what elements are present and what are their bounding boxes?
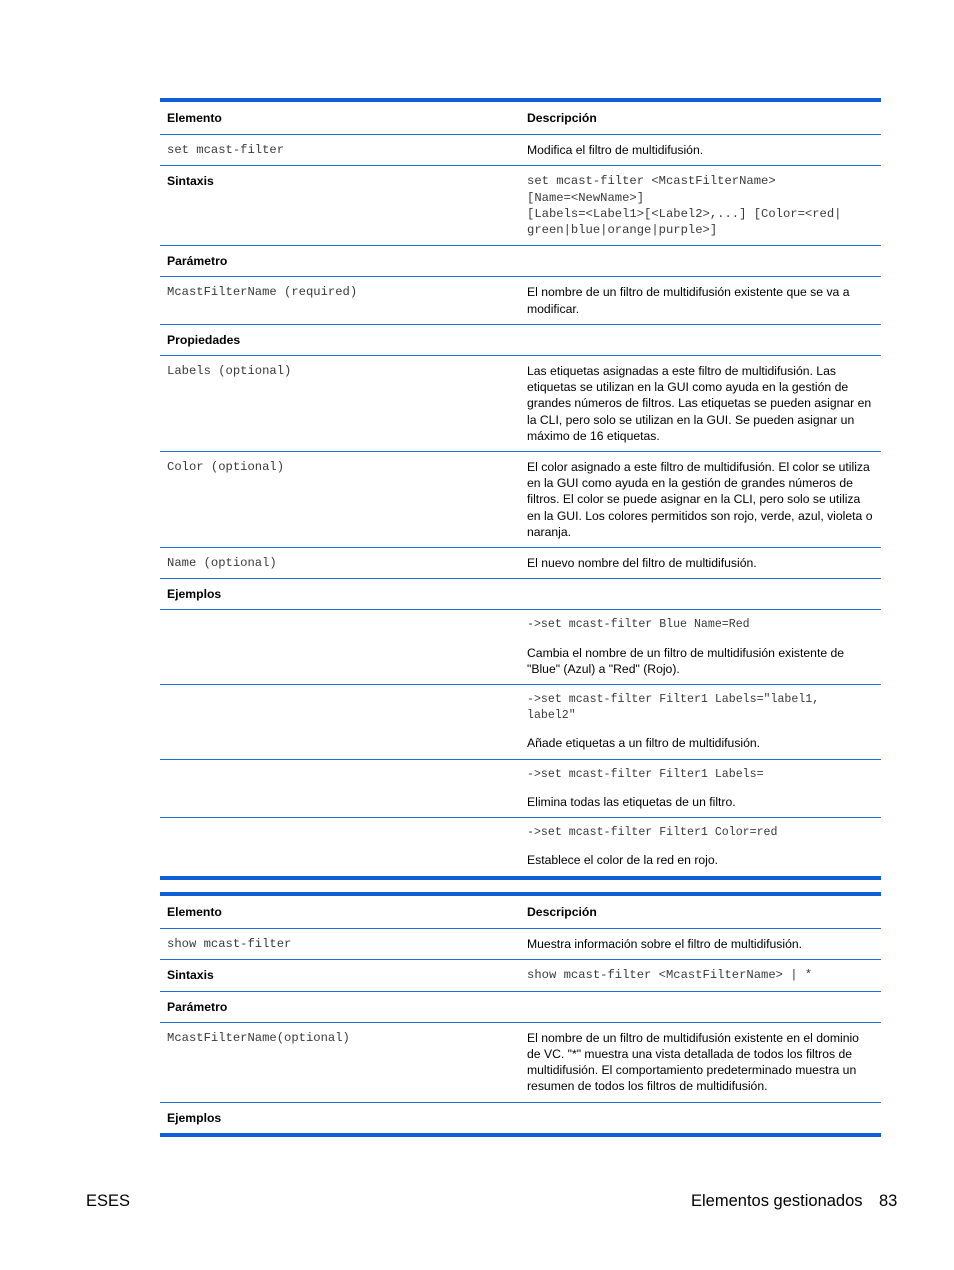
section-row <box>160 1102 881 1135</box>
section-row <box>160 324 881 355</box>
property-name: Labels (optional) <box>160 356 520 452</box>
example-desc: Cambia el nombre de un filtro de multidifusión existente de "Blue" (Azul) a "Red" (Rojo). <box>527 645 845 676</box>
header-descripcion: Descripción <box>520 894 881 929</box>
header-row <box>160 100 881 135</box>
command-desc: Muestra información sobre el filtro de multidifusión. <box>520 929 881 960</box>
param-desc: El nombre de un filtro de multidifusión existente en el dominio de VC. "*" muestra una vista detallada de todos los filtros de multidifusión. El comportamiento predeterminado muestra un resumen de todos los filtros de multidifusión. <box>520 1022 881 1102</box>
example-code: ->set mcast-filter Blue Name=Red <box>527 618 750 632</box>
property-row <box>160 356 881 452</box>
example-desc: Añade etiquetas a un filtro de multidifusión. <box>527 736 761 751</box>
section-ejemplos: Ejemplos <box>160 1102 520 1135</box>
header-elemento: Elemento <box>160 894 520 929</box>
section-row <box>160 579 881 610</box>
footer-section: Elementos gestionados <box>691 1192 863 1210</box>
show-mcast-filter-table <box>160 892 881 1137</box>
param-name: McastFilterName (required) <box>160 277 520 324</box>
section-row <box>160 246 881 277</box>
example-desc: Establece el color de la red en rojo. <box>527 853 719 868</box>
section-parametro: Parámetro <box>160 246 520 277</box>
param-row <box>160 277 881 324</box>
property-desc: El nuevo nombre del filtro de multidifusión. <box>520 548 881 579</box>
command-row <box>160 135 881 166</box>
property-desc: El color asignado a este filtro de multidifusión. El color se utiliza en la GUI como ayuda en la gestión de grandes números de filtros. El color se puede asignar en la CLI, pero solo se utiliza en la GUI. Los colores permitidos son rojo, verde, azul, violeta o naranja. <box>520 452 881 548</box>
syntax-label: Sintaxis <box>160 166 520 246</box>
example-row <box>160 818 881 878</box>
param-desc: El nombre de un filtro de multidifusión existente que se va a modificar. <box>520 277 881 324</box>
syntax-row <box>160 166 881 246</box>
property-desc: Las etiquetas asignadas a este filtro de multidifusión. Las etiquetas se utilizan en la GUI como ayuda en la gestión de grandes números de filtros. Las etiquetas se pueden asignar en la CLI, pero solo se utilizan en la GUI. Se pueden asignar un máximo de 16 etiquetas. <box>520 356 881 452</box>
footer-locale: ESES <box>86 1192 131 1210</box>
example-desc: Elimina todas las etiquetas de un filtro. <box>527 794 736 809</box>
page-number: 83 <box>879 1192 898 1210</box>
example-row <box>160 610 881 685</box>
set-mcast-filter-table <box>160 98 881 880</box>
property-row <box>160 548 881 579</box>
section-parametro: Parámetro <box>160 991 520 1022</box>
command-name: set mcast-filter <box>160 135 520 166</box>
header-row <box>160 894 881 929</box>
property-name: Color (optional) <box>160 452 520 548</box>
syntax-row <box>160 960 881 991</box>
property-row <box>160 452 881 548</box>
param-row <box>160 1022 881 1102</box>
section-ejemplos: Ejemplos <box>160 579 520 610</box>
header-descripcion: Descripción <box>520 100 881 135</box>
command-desc: Modifica el filtro de multidifusión. <box>520 135 881 166</box>
command-row <box>160 929 881 960</box>
syntax-label: Sintaxis <box>160 960 520 991</box>
example-code: ->set mcast-filter Filter1 Labels="label1, label2" <box>527 693 820 723</box>
syntax-value: show mcast-filter <McastFilterName> | * <box>520 960 881 991</box>
section-propiedades: Propiedades <box>160 324 520 355</box>
param-name: McastFilterName(optional) <box>160 1022 520 1102</box>
header-elemento: Elemento <box>160 100 520 135</box>
example-row <box>160 685 881 760</box>
command-name: show mcast-filter <box>160 929 520 960</box>
example-code: ->set mcast-filter Filter1 Color=red <box>527 826 778 840</box>
syntax-value: set mcast-filter <McastFilterName> [Name=<NewName>] [Labels=<Label1>[<Label2>,...] [Color=<red| green|blue|orange|purple>] <box>520 166 881 246</box>
example-code: ->set mcast-filter Filter1 Labels= <box>527 767 764 781</box>
example-row <box>160 759 881 817</box>
section-row <box>160 991 881 1022</box>
property-name: Name (optional) <box>160 548 520 579</box>
